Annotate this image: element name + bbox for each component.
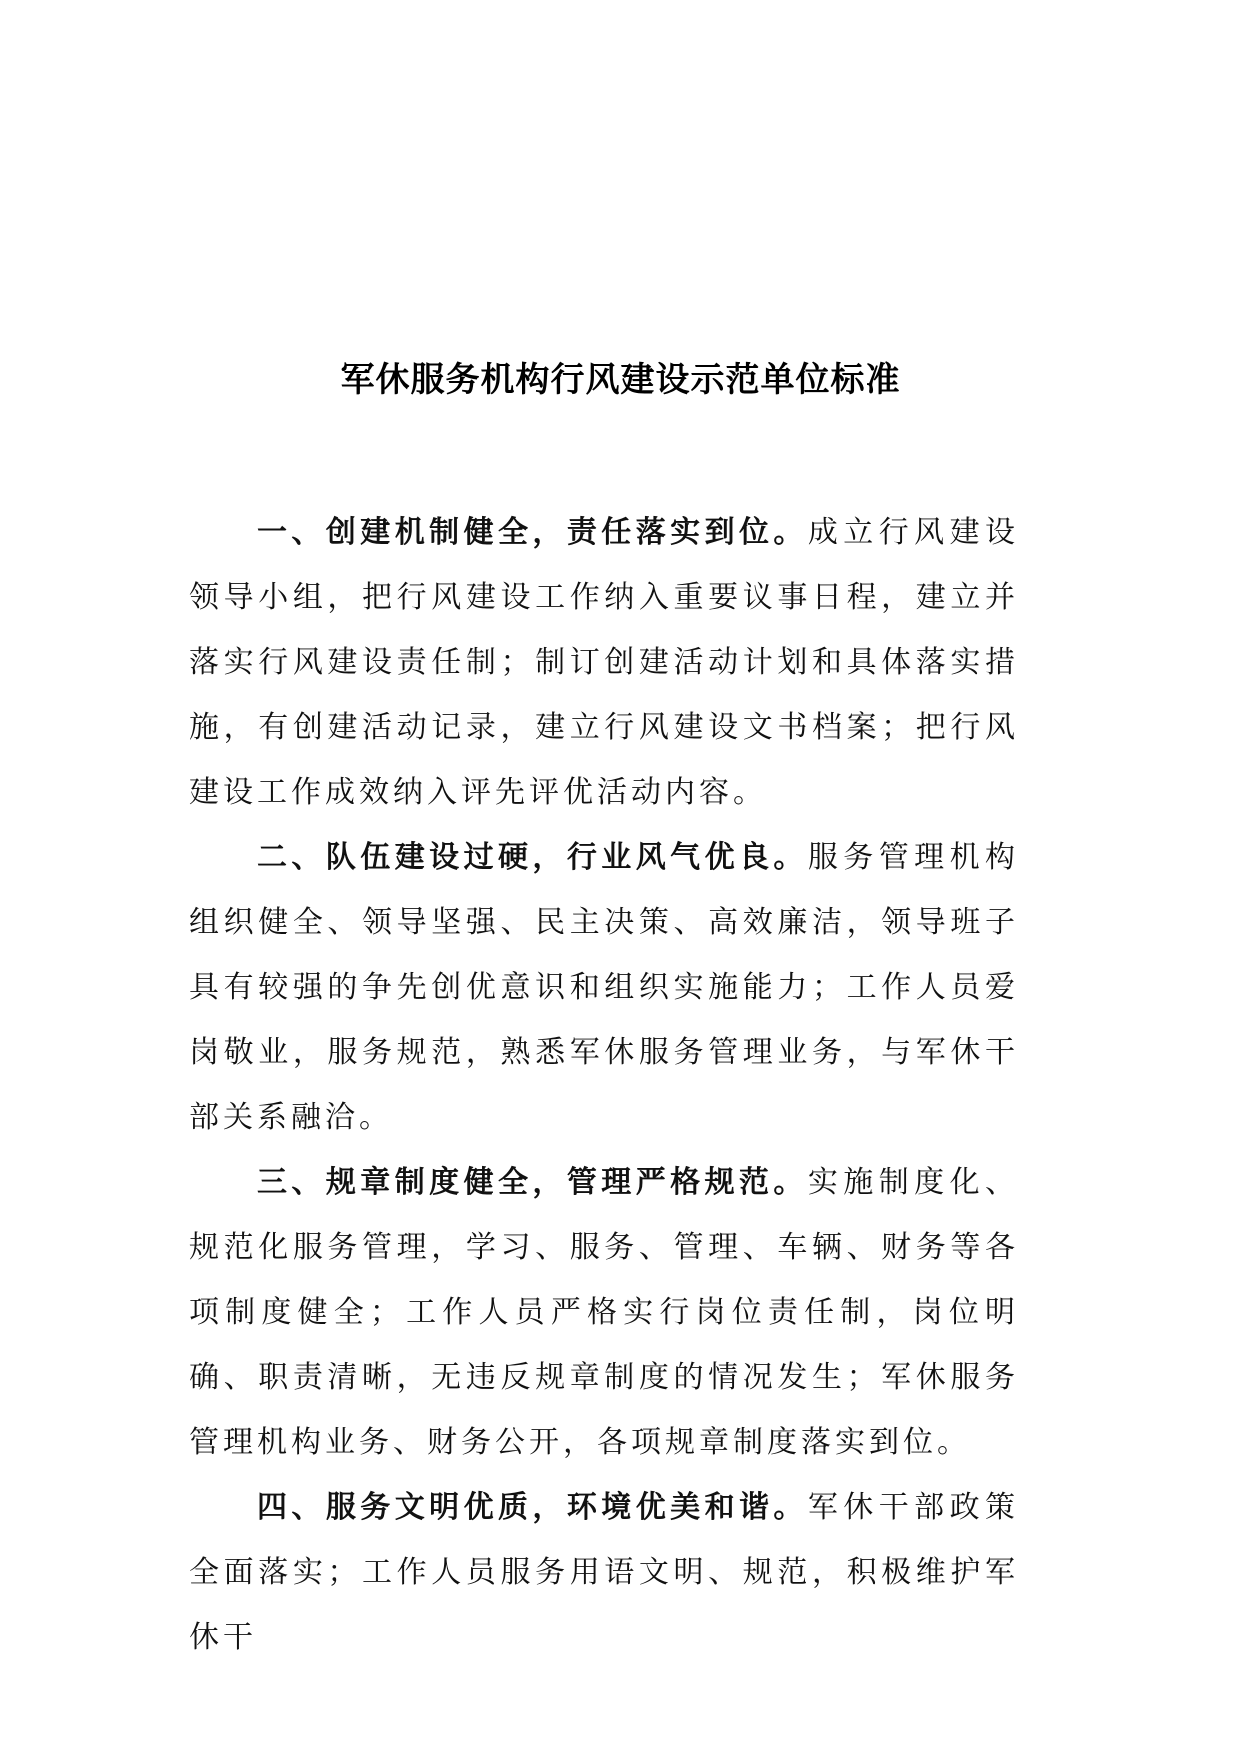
section-3-heading: 三、规章制度健全，管理严格规范。: [257, 1165, 808, 1200]
section-3: [189, 1150, 1019, 1475]
section-2-text: 服务管理机构组织健全、领导坚强、民主决策、高效廉洁，领导班子具有较强的争先创优意识和组织实施能力；工作人员爱岗敬业，服务规范，熟悉军休服务管理业务，与军休干部关系融洽。: [189, 840, 1020, 1135]
document-title: 军休服务机构行风建设示范单位标准: [340, 360, 901, 400]
section-1: [189, 500, 1019, 825]
document-body: [189, 500, 1019, 1670]
section-1-text: 成立行风建设领导小组，把行风建设工作纳入重要议事日程，建立并落实行风建设责任制；制订创建活动计划和具体落实措施，有创建活动记录，建立行风建设文书档案；把行风建设工作成效纳入评先评优活动内容。: [189, 515, 1020, 810]
section-3-text: 实施制度化、规范化服务管理，学习、服务、管理、车辆、财务等各项制度健全；工作人员严格实行岗位责任制，岗位明确、职责清晰，无违反规章制度的情况发生；军休服务管理机构业务、财务公开，各项规章制度落实到位。: [189, 1165, 1020, 1460]
section-4: [189, 1475, 1019, 1670]
section-2-heading: 二、队伍建设过硬，行业风气优良。: [257, 840, 808, 875]
section-4-text: 军休干部政策全面落实；工作人员服务用语文明、规范，积极维护军休干: [189, 1490, 1020, 1655]
section-2: [189, 825, 1019, 1150]
section-1-heading: 一、创建机制健全，责任落实到位。: [257, 515, 808, 550]
section-4-heading: 四、服务文明优质，环境优美和谐。: [257, 1490, 808, 1525]
